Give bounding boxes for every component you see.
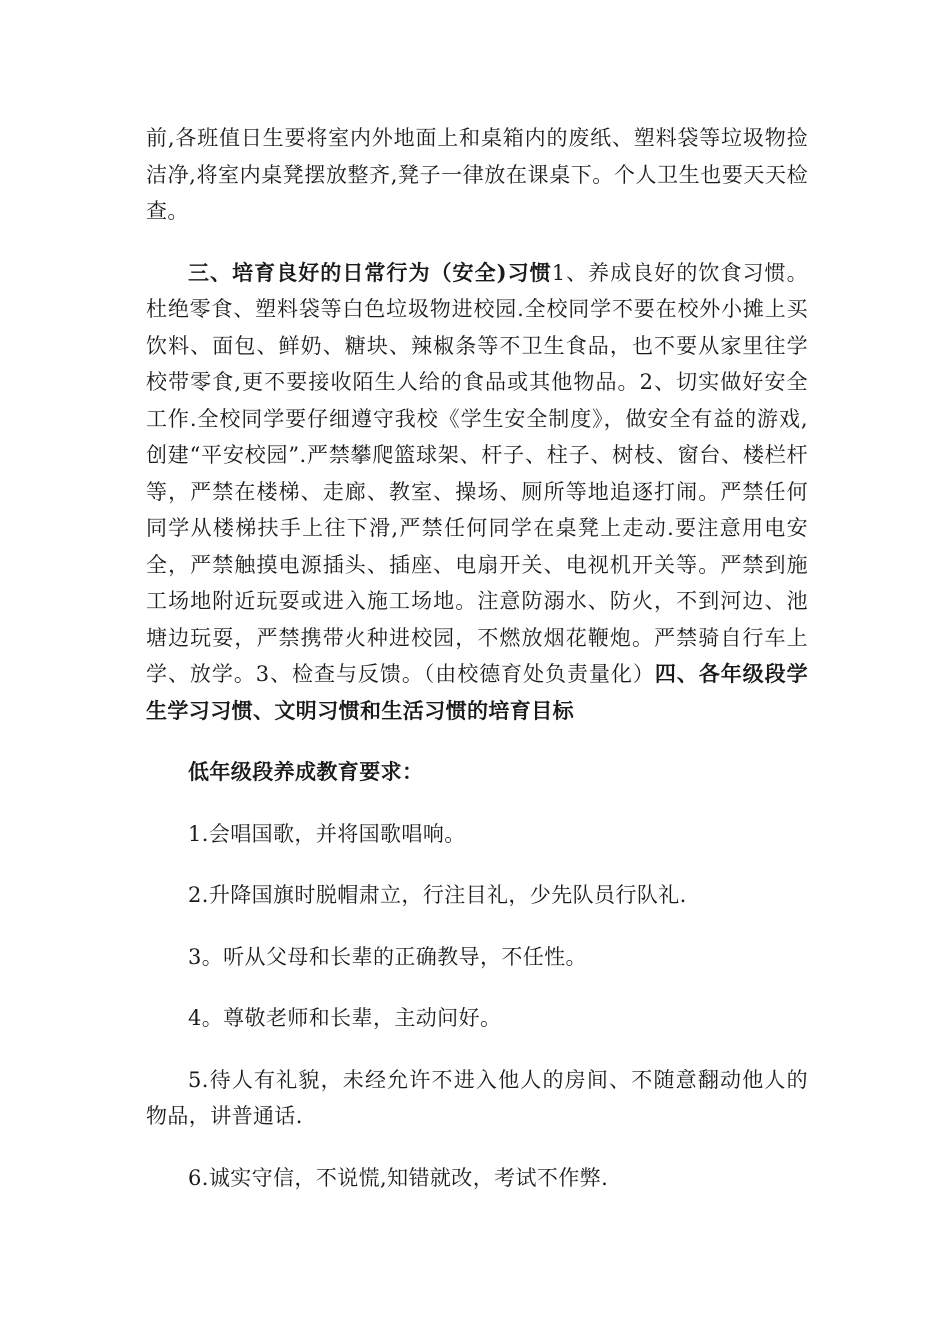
list-item: 4。尊敬老师和长辈，主动问好。: [188, 1006, 502, 1030]
list-item: 1.会唱国歌，并将国歌唱响。: [188, 821, 466, 846]
section-heading-grade-goals: 四、各年级段学生学习习惯、文明习惯和生活习惯的培育目标: [146, 661, 808, 723]
section-heading-safety: 三、培育良好的日常行为（安全)习惯: [188, 259, 552, 285]
safety-habits-text: 1、养成良好的饮食习惯。杜绝零食、塑料袋等白色垃圾物进校园.全校同学不要在校外小摊上买饮料、面包、鲜奶、糖块、辣椒条等不卫生食品，也不要从家里往学校带零食,更不要接收陌生人给的食品或其他物品。2、切实做好安全工作.全校同学要仔细遵守我校《学生安全制度》，做安全有益的游戏,创建“平安校园”.严禁攀爬篮球架、杆子、柱子、树枝、窗台、楼栏杆等，严禁在楼梯、走廊、教室、操场、厕所等地追逐打闹。严禁任何同学从楼梯扶手上往下滑,严禁任何同学在桌凳上走动.要注意用电安全，严禁触摸电源插头、插座、电扇开关、电视机开关等。严禁到施工场地附近玩耍或进入施工场地。注意防溺水、防火，不到河边、池塘边玩耍，严禁携带火种进校园，不燃放烟花鞭炮。严禁骑自行车上学、放学。3、检查与反馈。（由校德育处负责量化）: [146, 260, 808, 686]
paragraph-cleaning: 前,各班值日生要将室内外地面上和桌箱内的废纸、塑料袋等垃圾物捡洁净,将室内桌凳摆放整齐,凳子一律放在课桌下。个人卫生也要天天检查。: [146, 126, 808, 223]
list-item: 2.升降国旗时脱帽肃立，行注目礼，少先队员行队礼.: [188, 883, 687, 907]
list-item: 5.待人有礼貌，未经允许不进入他人的房间、不随意翻动他人的物品，讲普通话.: [146, 1067, 808, 1128]
document-body: [146, 120, 808, 1196]
list-item: 3。听从父母和长辈的正确教导，不任性。: [188, 944, 587, 969]
list-item: 6.诚实守信，不说慌,知错就改，考试不作弊.: [188, 1165, 609, 1190]
paragraph-safety-habits: [146, 255, 808, 730]
subheading-lower-grades: 低年级段养成教育要求：: [188, 759, 424, 784]
